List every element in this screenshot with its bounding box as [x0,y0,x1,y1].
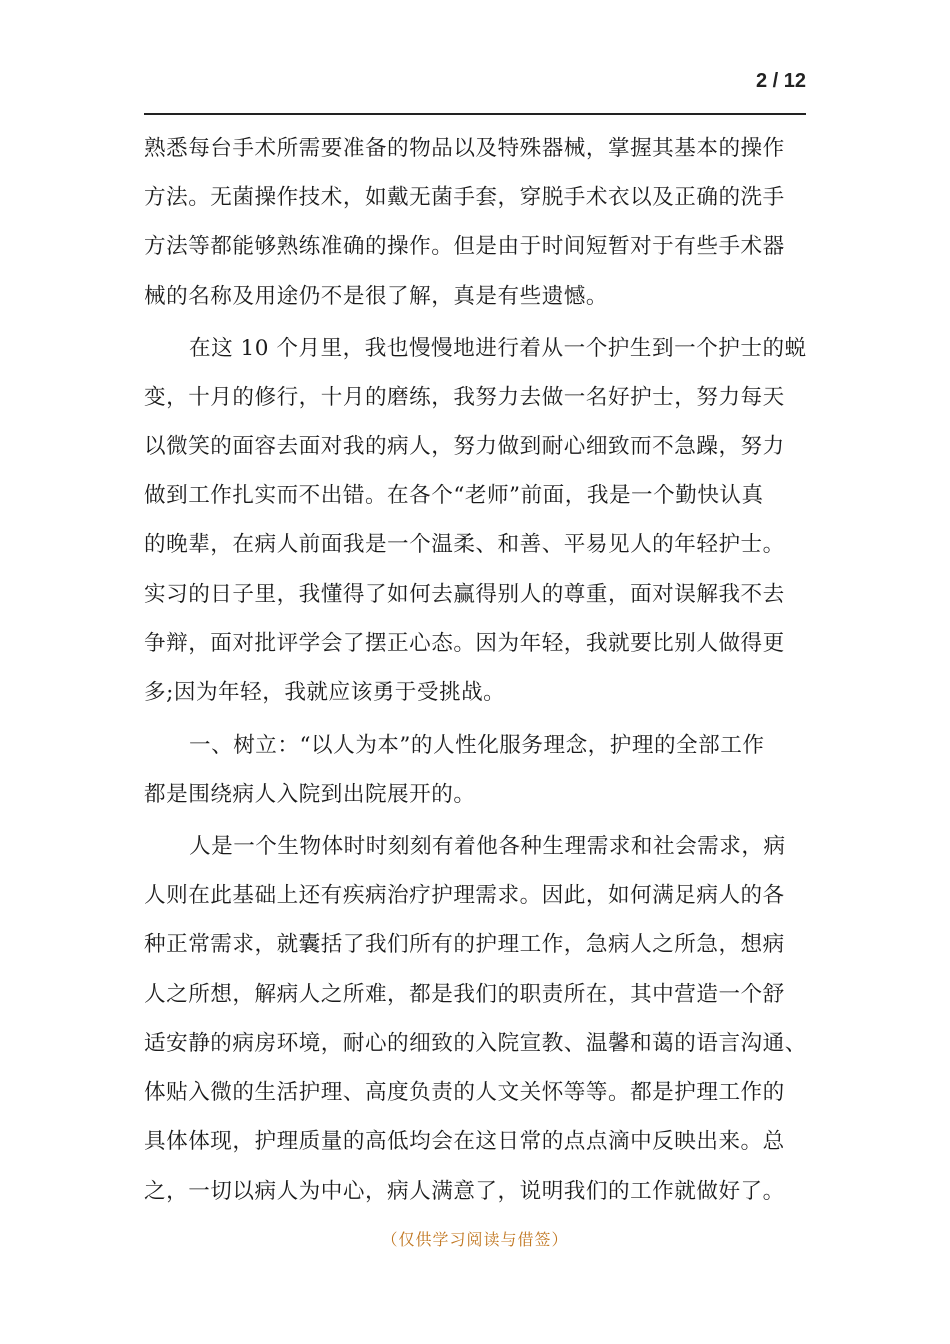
paragraph-line: 体贴入微的生活护理、高度负责的人文关怀等等。都是护理工作的 [144,1080,785,1105]
paragraph-line: 人之所想，解病人之所难，都是我们的职责所在，其中营造一个舒 [144,982,785,1007]
paragraph-line: 方法等都能够熟练准确的操作。但是由于时间短暂对于有些手术器 [144,234,785,259]
paragraph-line: 多;因为年轻，我就应该勇于受挑战。 [144,680,506,705]
paragraph-line: 做到工作扎实而不出错。在各个“老师”前面，我是一个勤快认真 [144,483,764,508]
page-number: 2 / 12 [755,70,806,92]
paragraph-line: 实习的日子里，我懂得了如何去赢得别人的尊重，面对误解我不去 [144,582,785,607]
paragraph-line: 的晚辈，在病人前面我是一个温柔、和善、平易见人的年轻护士。 [144,532,785,557]
paragraph-line: 在这 10 个月里，我也慢慢地进行着从一个护生到一个护士的蜕 [189,336,807,361]
paragraph-line: 熟悉每台手术所需要准备的物品以及特殊器械，掌握其基本的操作 [144,136,785,161]
paragraph-line: 人是一个生物体时时刻刻有着他各种生理需求和社会需求，病 [189,834,786,859]
paragraph-line: 以微笑的面容去面对我的病人，努力做到耐心细致而不急躁，努力 [144,434,785,459]
paragraph-line: 变，十月的修行，十月的磨练，我努力去做一名好护士，努力每天 [144,385,785,410]
paragraph-line: 争辩，面对批评学会了摆正心态。因为年轻，我就要比别人做得更 [144,631,785,656]
paragraph-line: 种正常需求，就囊括了我们所有的护理工作，急病人之所急，想病 [144,932,785,957]
header-divider [144,113,806,115]
paragraph-line: 都是围绕病人入院到出院展开的。 [144,782,476,807]
paragraph-line: 具体体现，护理质量的高低均会在这日常的点点滴中反映出来。总 [144,1129,785,1154]
paragraph-line: 适安静的病房环境，耐心的细致的入院宣教、温馨和蔼的语言沟通、 [144,1031,807,1056]
paragraph-line: 方法。无菌操作技术，如戴无菌手套，穿脱手术衣以及正确的洗手 [144,185,785,210]
paragraph-line: 械的名称及用途仍不是很了解，真是有些遗憾。 [144,284,608,309]
paragraph-line: 一、树立：“以人为本”的人性化服务理念，护理的全部工作 [189,733,765,758]
footer-note: （仅供学习阅读与借签） [381,1230,569,1249]
paragraph-line: 之，一切以病人为中心，病人满意了，说明我们的工作就做好了。 [144,1179,785,1204]
paragraph-line: 人则在此基础上还有疾病治疗护理需求。因此，如何满足病人的各 [144,883,785,908]
